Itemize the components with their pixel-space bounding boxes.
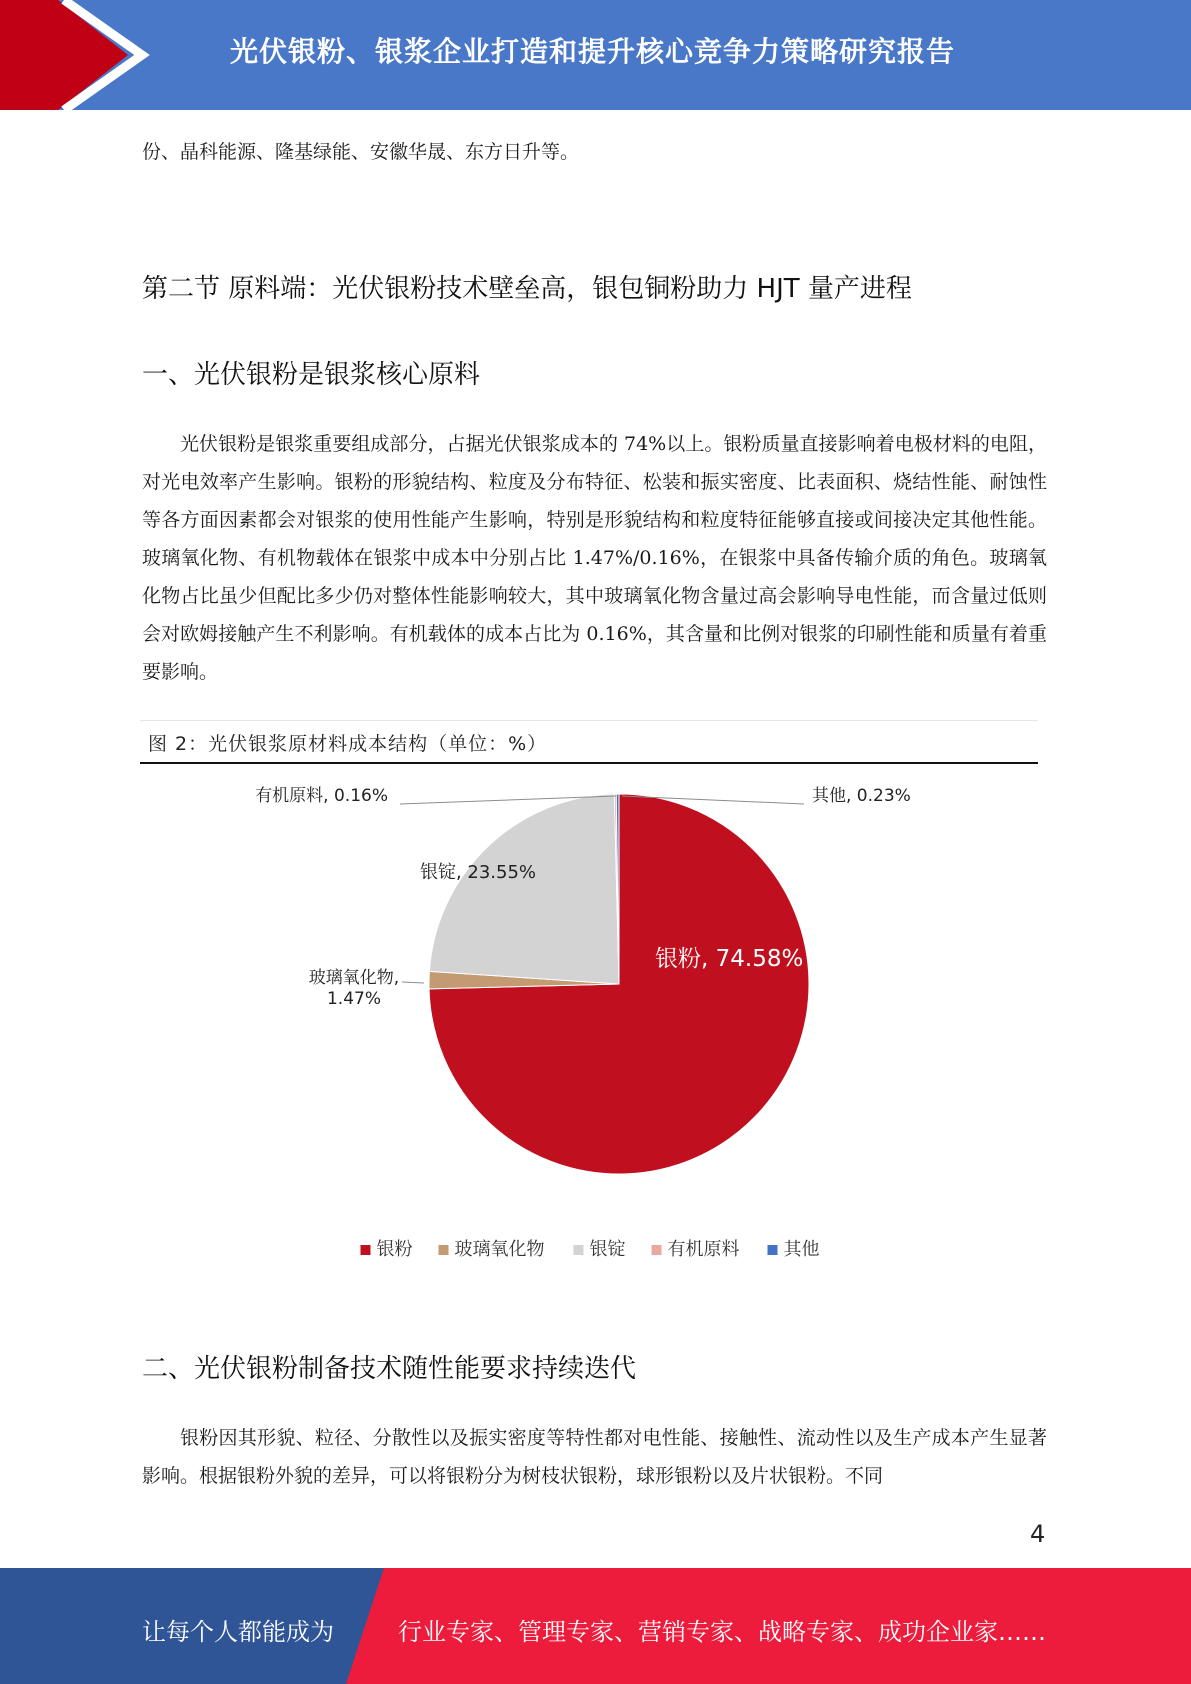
page-footer — [0, 1568, 1191, 1684]
legend-swatch-3 — [652, 1245, 662, 1255]
subsection-1-paragraph: 光伏银粉是银浆重要组成部分，占据光伏银浆成本的 74%以上。银粉质量直接影响着电极材料的电阻，对光电效率产生影响。银粉的形貌结构、粒度及分布特征、松装和振实密度、比表面积、烧结性能、耐蚀性等各方面因素都会对银浆的使用性能产生影响，特别是形貌结构和粒度特征能够直接或间接决定其他性能。玻璃氧化物、有机物载体在银浆中成本中分别占比 1.47%/0.16%，在银浆中具备传输介质的角色。玻璃氧化物占比虽少但配比多少仍对整体性能影响较大，其中玻璃氧化物含量过高会影响导电性能，而含量过低则会对欧姆接触产生不利影响。有机载体的成本占比为 0.16%，其含量和比例对银浆的印刷性能和质量有着重要影响。 — [142, 433, 1047, 683]
legend-label-4: 其他 — [783, 1239, 820, 1260]
pie-chart — [140, 718, 1038, 1288]
intro-line: 份、晶科能源、隆基绿能、安徽华晟、东方日升等。 — [142, 141, 580, 163]
legend-label-3: 有机原料 — [667, 1239, 740, 1260]
figure-caption: 图 2：光伏银浆原材料成本结构（单位：%） — [148, 733, 548, 755]
pie-chart-figure — [140, 718, 1038, 1288]
legend-swatch-2 — [574, 1245, 584, 1255]
pie-slice-2 — [429, 794, 619, 984]
pie-data-label-0: 银粉, 74.58% — [655, 946, 804, 972]
legend-label-2: 银锭 — [589, 1239, 626, 1260]
pie-leader-line-1 — [402, 982, 424, 983]
report-header — [0, 0, 1191, 110]
section-title: 第二节 原料端：光伏银粉技术壁垒高，银包铜粉助力 HJT 量产进程 — [142, 274, 912, 304]
legend-swatch-0 — [361, 1245, 371, 1255]
page-number: 4 — [1030, 1520, 1046, 1548]
legend-label-0: 银粉 — [376, 1239, 413, 1260]
legend-label-1: 玻璃氧化物 — [454, 1239, 545, 1260]
subsection-2-title: 二、光伏银粉制备技术随性能要求持续迭代 — [142, 1354, 637, 1384]
pie-data-label-3: 有机原料, 0.16% — [255, 786, 388, 806]
report-title: 光伏银粉、银浆企业打造和提升核心竞争力策略研究报告 — [230, 35, 956, 68]
legend-swatch-4 — [768, 1245, 778, 1255]
pie-data-label-2: 银锭, 23.55% — [419, 862, 537, 883]
subsection-2-paragraph: 银粉因其形貌、粒径、分散性以及振实密度等特性都对电性能、接触性、流动性以及生产成本产生显著影响。根据银粉外貌的差异，可以将银粉分为树枝状银粉，球形银粉以及片状银粉。不同 — [142, 1427, 1047, 1487]
pie-data-label-4: 其他, 0.23% — [812, 786, 911, 806]
pie-data-label-1: 玻璃氧化物, 1.47% — [308, 968, 400, 1009]
footer-slogan-left: 让每个人都能成为 — [142, 1618, 334, 1646]
legend-swatch-1 — [439, 1245, 449, 1255]
subsection-1-title: 一、光伏银粉是银浆核心原料 — [142, 360, 481, 390]
footer-slogan-right: 行业专家、管理专家、营销专家、战略专家、成功企业家…… — [398, 1618, 1046, 1646]
